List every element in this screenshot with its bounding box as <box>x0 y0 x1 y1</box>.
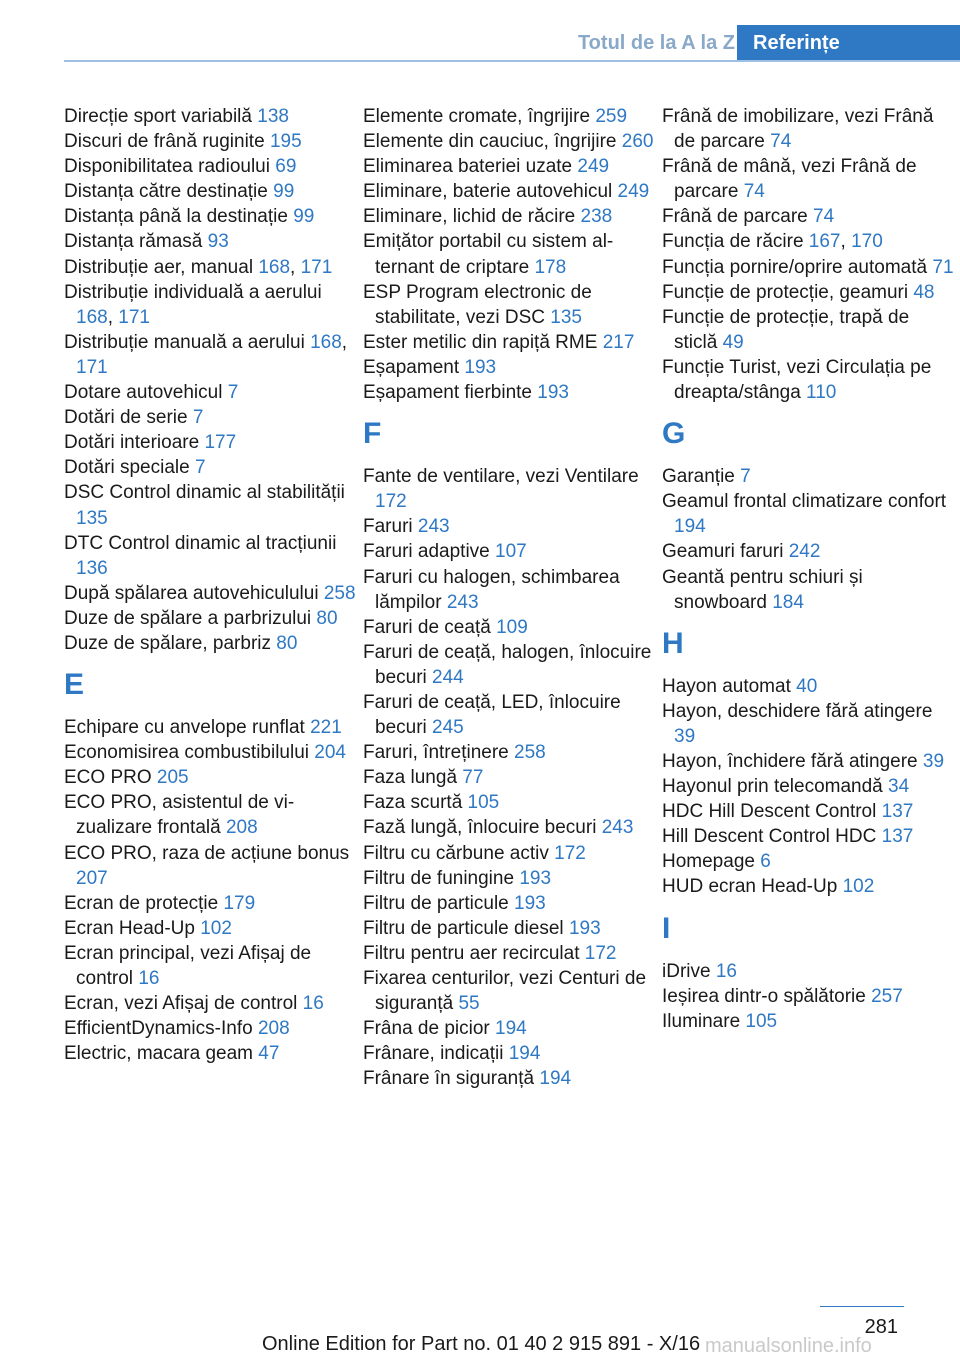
page-reference-link[interactable]: 171 <box>76 356 108 378</box>
watermark: manualsonline.info <box>705 1335 872 1357</box>
index-entry-term: Eșapament <box>363 356 465 378</box>
index-letter-heading: H <box>662 626 684 660</box>
index-entry <box>64 455 356 480</box>
page-reference-link[interactable]: 136 <box>76 557 108 579</box>
page-reference-link[interactable]: 244 <box>432 666 464 688</box>
index-entry-term: Economisirea combustibilului <box>64 742 315 764</box>
page-reference-link[interactable]: 137 <box>881 826 914 848</box>
index-letter-heading: G <box>662 417 686 451</box>
index-entry <box>662 799 954 824</box>
index-entry <box>662 959 954 984</box>
page-reference-link[interactable]: 257 <box>871 985 903 1007</box>
index-entry-term: Faza scurtă <box>363 792 468 814</box>
index-entry <box>64 631 356 656</box>
index-entry-term: HUD ecran Head-Up <box>662 876 843 898</box>
page-reference-link[interactable]: 242 <box>788 541 821 563</box>
index-entry-term: Filtru de particule <box>363 892 515 914</box>
page-reference-link[interactable]: 39 <box>674 725 696 747</box>
index-entry-term: Ecran Head-Up <box>64 917 201 939</box>
page-reference-link[interactable]: 217 <box>602 331 635 353</box>
index-entry <box>363 330 655 355</box>
page-reference-link[interactable]: 205 <box>156 767 189 789</box>
page-reference-link[interactable]: 170 <box>851 231 883 253</box>
index-entry-term: Filtru de funingine <box>363 867 520 889</box>
index-entry-term: Echipare cu anvelope runflat <box>64 717 311 739</box>
index-entry-term: Eliminare, baterie autovehicul <box>363 181 618 203</box>
header-chapter-tab: Referințe <box>737 25 960 60</box>
index-entry-term: Distribuție manuală a aerului <box>64 331 311 353</box>
index-entry-term: Funcție de protecție, geamuri <box>662 281 914 303</box>
page-reference-link[interactable]: 194 <box>508 1043 541 1065</box>
page-reference-link[interactable]: 258 <box>514 742 546 764</box>
index-entry <box>662 305 954 355</box>
index-entry-term: Faruri <box>363 516 418 538</box>
page-reference-link[interactable]: 77 <box>462 767 484 789</box>
page-reference-link[interactable]: 105 <box>467 792 500 814</box>
index-entry-term: Electric, macara geam <box>64 1043 259 1065</box>
index-entry <box>662 229 954 254</box>
index-entry <box>363 179 655 204</box>
index-entry-term: ESP Program electronic de stabilitate, vezi DSC <box>363 281 592 328</box>
index-entry <box>363 280 655 330</box>
page-reference-link[interactable]: 47 <box>258 1043 280 1065</box>
index-entry <box>662 984 954 1009</box>
index-entry <box>363 129 655 154</box>
index-letter-heading: E <box>64 668 85 702</box>
index-entry-term: Ester metilic din rapiță RME <box>363 331 603 353</box>
header-divider <box>64 60 960 62</box>
index-entry-term: EfficientDynamics-Info <box>64 1018 258 1040</box>
index-entry-term: Fază lungă, înlocuire becuri <box>363 817 602 839</box>
index-entry <box>363 1041 655 1066</box>
index-entry <box>64 941 356 991</box>
index-entry-term: Frânare în siguranță <box>363 1068 540 1090</box>
index-entry <box>662 824 954 849</box>
index-entry-term: Emițător portabil cu sistem alternant de criptare <box>363 231 614 278</box>
page-reference-link[interactable]: 179 <box>223 892 256 914</box>
page-number: 281 <box>864 1316 898 1338</box>
index-entry <box>662 255 954 280</box>
page-reference-link[interactable]: 16 <box>138 968 160 989</box>
page-reference-link[interactable]: 138 <box>257 106 289 127</box>
index-entry <box>363 154 655 179</box>
index-entry <box>363 355 655 380</box>
index-entry-term: Discuri de frână ruginite <box>64 131 270 153</box>
index-entry-term: Garanție <box>662 466 741 488</box>
index-entry-term: Elemente din cauciuc, îngrijire <box>363 131 622 153</box>
page-reference-link[interactable]: 193 <box>537 382 569 404</box>
page-reference-link[interactable]: 193 <box>514 892 546 914</box>
index-entry-term: Homepage <box>662 851 761 873</box>
index-entry <box>64 380 356 405</box>
page-reference-link[interactable]: 168 <box>76 306 108 328</box>
index-entry <box>64 229 356 254</box>
page-reference-link[interactable]: 102 <box>200 917 232 939</box>
index-column-1 <box>64 104 356 1066</box>
index-entry-term: Ecran, vezi Afișaj de control <box>64 993 303 1015</box>
index-entry <box>64 430 356 455</box>
index-entry-term: Funcție Turist, vezi Circulația pe dreapta/stânga <box>662 356 932 404</box>
page-reference-link[interactable]: 194 <box>539 1068 572 1090</box>
page-reference-link[interactable]: 193 <box>519 867 552 889</box>
page-reference-link[interactable]: 109 <box>496 616 528 638</box>
page-reference-link[interactable]: 243 <box>446 591 479 613</box>
page-reference-link[interactable]: 74 <box>770 131 792 153</box>
edition-note: Online Edition for Part no. 01 40 2 915 891 - X/16 <box>262 1333 701 1355</box>
index-entry-term: Filtru pentru aer recirculat <box>363 942 585 964</box>
index-entry <box>64 1041 356 1066</box>
index-entry <box>662 464 954 489</box>
index-entry <box>64 480 356 530</box>
index-entry-term: Dotări speciale <box>64 457 195 479</box>
index-entry <box>64 841 356 891</box>
index-entry-term: Duze de spălare, parbriz <box>64 632 277 654</box>
index-column-3 <box>662 104 954 1034</box>
index-entry <box>64 129 356 154</box>
index-entry-term: Funcție de protecție, trapă de sticlă <box>662 306 910 353</box>
page-header <box>0 0 960 62</box>
header-section-title: Totul de la A la Z <box>577 32 735 54</box>
page-reference-link[interactable]: 243 <box>417 516 450 538</box>
index-entry-term: Ieșirea dintr-o spălătorie <box>662 985 872 1007</box>
page-reference-link[interactable]: 193 <box>464 356 497 378</box>
page-reference-link[interactable]: 105 <box>745 1010 778 1032</box>
index-entry <box>64 280 356 330</box>
index-entry <box>64 255 356 280</box>
index-entry <box>64 916 356 941</box>
index-entry <box>64 606 356 631</box>
page-reference-link[interactable]: 194 <box>495 1018 527 1040</box>
page-reference-link[interactable]: 39 <box>922 750 945 772</box>
index-entry <box>363 790 655 815</box>
index-entry <box>64 1016 356 1041</box>
index-entry-term: Dotări de serie <box>64 407 193 429</box>
index-entry-term: Distanța până la destinație <box>64 206 294 228</box>
index-entry-term: ECO PRO <box>64 767 157 789</box>
index-entry <box>64 991 356 1016</box>
index-entry-term: Filtru cu cărbune activ <box>363 842 555 864</box>
page-reference-link[interactable]: 168 <box>258 256 291 278</box>
index-entry <box>363 380 655 405</box>
index-entry <box>64 765 356 790</box>
page-reference-link[interactable]: 177 <box>204 432 237 454</box>
index-entry-term: Geantă pentru schiuri și snowboard <box>662 566 863 613</box>
page-reference-link[interactable]: 49 <box>722 331 744 353</box>
page-reference-link[interactable]: 55 <box>458 993 480 1015</box>
page-separator: , <box>341 331 348 353</box>
page-reference-link[interactable]: 238 <box>580 206 613 228</box>
index-entry <box>64 740 356 765</box>
index-entry-term: Faruri de ceață, LED, înlocuire becuri <box>363 691 621 739</box>
index-entry-term: Hayonul prin telecomandă <box>662 776 889 798</box>
index-entry <box>64 790 356 840</box>
page-separator: , <box>840 231 852 253</box>
page-reference-link[interactable]: 93 <box>207 231 229 253</box>
page-reference-link[interactable]: 135 <box>76 507 108 529</box>
index-entry-term: Faza lungă <box>363 767 463 789</box>
index-entry <box>363 1066 655 1091</box>
index-entry-term: După spălarea autovehiculului <box>64 582 324 604</box>
index-entry <box>363 229 655 279</box>
page-reference-link[interactable]: 34 <box>888 776 910 798</box>
page-reference-link[interactable]: 249 <box>617 181 650 203</box>
index-entry-term: Hayon automat <box>662 675 797 697</box>
index-entry-term: Faruri cu halogen, schimbarea lămpilor <box>363 566 620 613</box>
page-reference-link[interactable]: 107 <box>495 541 527 563</box>
index-entry-term: Distribuție aer, manual <box>64 256 259 278</box>
page-reference-link[interactable]: 195 <box>269 131 302 153</box>
index-entry <box>363 966 655 1016</box>
index-entry-term: Eliminarea bateriei uzate <box>363 156 578 178</box>
page-reference-link[interactable]: 40 <box>796 675 818 697</box>
index-entry <box>363 640 655 690</box>
index-entry-term: Eșapament fierbinte <box>363 382 538 404</box>
index-entry-term: Eliminare, lichid de răcire <box>363 206 581 228</box>
index-entry <box>363 615 655 640</box>
page-reference-link[interactable]: 249 <box>577 156 610 178</box>
page-reference-link[interactable]: 80 <box>276 632 298 654</box>
page-reference-link[interactable]: 184 <box>772 591 804 613</box>
index-entry <box>662 104 954 154</box>
index-entry <box>363 866 655 891</box>
index-entry-term: Frână de imobilizare, vezi Frână de parcare <box>662 106 934 153</box>
index-entry <box>64 715 356 740</box>
index-entry <box>662 565 954 615</box>
index-entry <box>662 280 954 305</box>
page-reference-link[interactable]: 243 <box>601 817 634 839</box>
index-entry-term: Frânare, indicații <box>363 1043 509 1065</box>
index-entry <box>662 874 954 899</box>
index-entry <box>363 941 655 966</box>
index-entry <box>662 355 954 405</box>
index-entry-term: Frâna de picior <box>363 1018 496 1040</box>
page-reference-link[interactable]: 208 <box>225 817 258 839</box>
index-entry-term: Duze de spălare a parbrizului <box>64 607 317 629</box>
index-entry <box>64 531 356 581</box>
page-separator: , <box>290 256 301 278</box>
index-entry <box>64 204 356 229</box>
index-entry <box>662 699 954 749</box>
page-reference-link[interactable]: 172 <box>375 491 407 513</box>
index-entry-term: Direcție sport variabilă <box>64 106 258 127</box>
footer-divider <box>820 1306 904 1307</box>
index-entry <box>64 104 356 129</box>
index-entry-term: ECO PRO, asistentul de vizualizare frontală <box>64 792 295 839</box>
index-entry-term: Fante de ventilare, vezi Ventilare <box>363 466 639 488</box>
index-entry <box>363 565 655 615</box>
index-entry <box>662 774 954 799</box>
index-entry-term: iDrive <box>662 960 716 982</box>
page-reference-link[interactable]: 7 <box>740 466 751 488</box>
page-reference-link[interactable]: 71 <box>932 256 954 278</box>
index-entry <box>363 539 655 564</box>
index-entry <box>662 1009 954 1034</box>
page-reference-link[interactable]: 102 <box>842 876 875 898</box>
index-entry-term: Faruri, întreținere <box>363 742 514 764</box>
page-reference-link[interactable]: 74 <box>813 206 835 228</box>
page-reference-link[interactable]: 7 <box>194 457 206 479</box>
index-entry-term: Funcția pornire/oprire automată <box>662 256 933 278</box>
page-reference-link[interactable]: 259 <box>595 106 628 127</box>
index-entry <box>363 690 655 740</box>
page-reference-link[interactable]: 69 <box>275 156 297 178</box>
index-entry <box>662 489 954 539</box>
index-entry <box>363 916 655 941</box>
page-reference-link[interactable]: 260 <box>621 131 654 153</box>
index-entry-term: Frână de parcare <box>662 206 814 228</box>
index-entry <box>64 891 356 916</box>
index-entry <box>363 1016 655 1041</box>
page-reference-link[interactable]: 48 <box>913 281 935 303</box>
index-entry <box>363 815 655 840</box>
index-entry-term: Faruri de ceață <box>363 616 497 638</box>
index-entry-term: DSC Control dinamic al stabilității <box>64 482 345 504</box>
index-entry-term: Geamuri faruri <box>662 541 789 563</box>
page-reference-link[interactable]: 178 <box>534 256 567 278</box>
index-entry <box>64 405 356 430</box>
page-reference-link[interactable]: 172 <box>554 842 586 864</box>
index-entry-term: Faruri de ceață, halogen, înlocuire becuri <box>363 641 652 688</box>
page-reference-link[interactable]: 16 <box>302 993 324 1015</box>
page-reference-link[interactable]: 16 <box>715 960 737 982</box>
index-entry <box>64 581 356 606</box>
index-entry-term: Distanța rămasă <box>64 231 208 253</box>
page-reference-link[interactable]: 171 <box>300 256 333 278</box>
page-reference-link[interactable]: 135 <box>550 306 582 328</box>
page-reference-link[interactable]: 245 <box>432 717 464 739</box>
page-separator: , <box>107 306 119 328</box>
index-entry-term: Hayon, închidere fără atingere <box>662 750 923 772</box>
index-entry-term: Geamul frontal climatizare confort <box>662 491 947 513</box>
index-entry <box>662 849 954 874</box>
page-reference-link[interactable]: 167 <box>808 231 841 253</box>
index-entry-term: Fixarea centurilor, vezi Centuri de siguranță <box>363 968 647 1015</box>
index-entry <box>363 204 655 229</box>
page-reference-link[interactable]: 7 <box>192 407 204 429</box>
index-entry-term: Filtru de particule diesel <box>363 917 569 939</box>
page-reference-link[interactable]: 193 <box>568 917 601 939</box>
index-entry <box>363 891 655 916</box>
index-entry-term: Iluminare <box>662 1010 746 1032</box>
page-reference-link[interactable]: 207 <box>76 867 108 889</box>
index-entry-term: Hill Descent Control HDC <box>662 826 882 848</box>
index-entry-term: HDC Hill Descent Control <box>662 801 882 823</box>
index-entry-term: Dotări interioare <box>64 432 205 454</box>
index-entry <box>64 179 356 204</box>
index-entry-term: Disponibilitatea radioului <box>64 156 276 178</box>
index-column-2 <box>363 104 655 1091</box>
page-reference-link[interactable]: 208 <box>257 1018 290 1040</box>
page-reference-link[interactable]: 74 <box>743 181 765 203</box>
page-reference-link[interactable]: 110 <box>806 382 837 404</box>
index-letter-heading: I <box>662 911 671 945</box>
page-reference-link[interactable]: 194 <box>674 516 706 538</box>
index-entry <box>662 539 954 564</box>
page-reference-link[interactable]: 6 <box>760 851 771 873</box>
page-reference-link[interactable]: 171 <box>118 306 150 328</box>
index-entry-term: Elemente cromate, îngrijire <box>363 106 596 127</box>
page-reference-link[interactable]: 99 <box>273 181 295 203</box>
index-entry-term: Frână de mână, vezi Frână de parcare <box>662 156 917 203</box>
index-entry <box>662 674 954 699</box>
index-entry <box>363 765 655 790</box>
index-entry <box>662 154 954 204</box>
page-reference-link[interactable]: 172 <box>584 942 617 964</box>
index-entry-term: Ecran de protecție <box>64 892 224 914</box>
index-entry <box>363 514 655 539</box>
index-entry <box>662 749 954 774</box>
page-reference-link[interactable]: 7 <box>227 382 239 404</box>
page-reference-link[interactable]: 137 <box>881 801 914 823</box>
page-reference-link[interactable]: 99 <box>293 206 315 228</box>
index-entry <box>363 740 655 765</box>
index-entry-term: ECO PRO, raza de acțiune bonus <box>64 842 350 864</box>
page-reference-link[interactable]: 204 <box>314 742 346 764</box>
index-entry <box>662 204 954 229</box>
index-entry <box>64 330 356 380</box>
index-entry-term: Distribuție individuală a aerului <box>64 281 322 303</box>
index-entry-term: Faruri adaptive <box>363 541 496 563</box>
page-reference-link[interactable]: 221 <box>310 717 342 739</box>
index-entry <box>363 464 655 514</box>
index-entry-term: Dotare autovehicul <box>64 382 228 404</box>
index-entry-term: Hayon, deschidere fără atingere <box>662 700 933 722</box>
index-entry <box>64 154 356 179</box>
index-letter-heading: F <box>363 417 382 451</box>
page-reference-link[interactable]: 258 <box>323 582 356 604</box>
index-entry-term: Distanța către destinație <box>64 181 274 203</box>
index-entry-term: Funcția de răcire <box>662 231 809 253</box>
index-entry <box>363 841 655 866</box>
index-entry <box>363 104 655 129</box>
index-entry-term: Ecran principal, vezi Afișaj de control <box>64 942 312 989</box>
page-reference-link[interactable]: 168 <box>310 331 342 353</box>
page-reference-link[interactable]: 80 <box>316 607 338 629</box>
index-entry-term: DTC Control dinamic al tracțiunii <box>64 532 337 554</box>
